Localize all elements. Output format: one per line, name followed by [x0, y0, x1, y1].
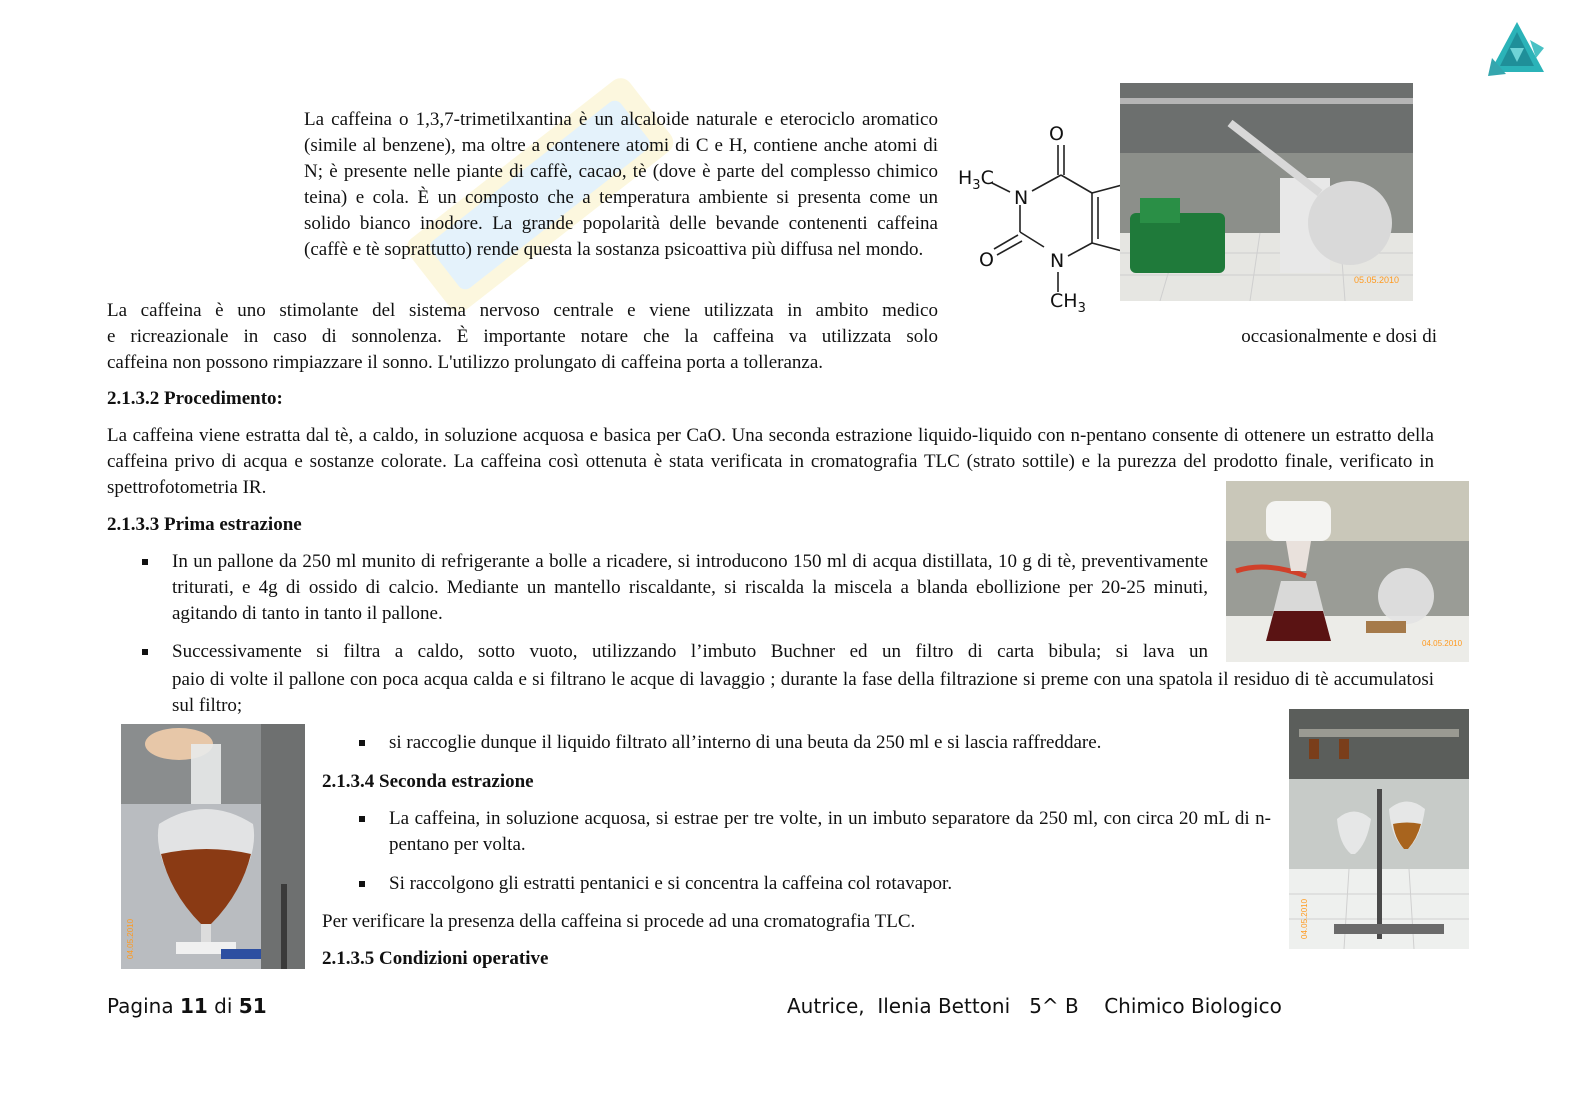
- separatory-funnel-photo: [121, 724, 305, 969]
- buchner-filtration-photo: [1226, 481, 1469, 662]
- page-current: 11: [179, 994, 208, 1018]
- page-total: 51: [238, 994, 267, 1018]
- rotavapor-photo: [1120, 83, 1413, 301]
- prima-item-2-line1: Successivamente si filtra a caldo, sotto vuoto, utilizzando l’imbuto Buchner ed un filtro di carta bibula; si lava un: [140, 639, 1208, 665]
- heading-prima-estrazione: 2.1.3.3 Prima estrazione: [107, 514, 302, 535]
- molecule-n3: N: [1050, 250, 1065, 272]
- heading-procedimento: 2.1.3.2 Procedimento:: [107, 388, 283, 409]
- intro-p2-line2: e ricreazionale in caso di sonnolenza. È importante notare che la caffeina va utilizzata solo: [107, 326, 938, 347]
- prima-item-2-rest: paio di volte il pallone con poca acqua calda e si filtrano le acque di lavaggio ; durante la fase della filtrazione si preme con una spatola il residuo di tè accumulatosi sul filtro;: [172, 669, 1434, 716]
- seconda-item-1: La caffeina, in soluzione acquosa, si estrae per tre volte, in un imbuto separatore da 250 ml, con circa 20 mL di n-pentano per volta.: [357, 806, 1271, 858]
- molecule-h3c: [958, 165, 994, 199]
- molecule-n1: N: [1014, 187, 1029, 209]
- prima-list-2: [140, 639, 1208, 665]
- prima-list-3: [357, 730, 1257, 756]
- intro-paragraph: La caffeina o 1,3,7-trimetilxantina è un alcaloide naturale e eterociclo aromatico (simile al benzene), ma oltre a contenere atomi di C e H, contiene anche atomi di N; è presente nelle piante di caffè, cacao, tè (dove è parte del complesso chimico teina) e cola. È un composto che a temperatura ambiente si presenta come un solido bianco inodore. La grande popolarità delle bevande contenenti caffeina (caffè e tè soprattutto) rende questa la sostanza psicoattiva più diffusa nel mondo.: [304, 109, 938, 260]
- intro-p2-line1: La caffeina è uno stimolante del sistema nervoso centrale e viene utilizzata in ambito medico: [107, 300, 938, 321]
- author-line: Autrice, Ilenia Bettoni 5^ B Chimico Biologico: [787, 994, 1282, 1018]
- page-number: [107, 993, 267, 1019]
- molecule-h3c-c: C: [980, 167, 994, 189]
- prima-item-3: si raccoglie dunque il liquido filtrato all’interno di una beuta da 250 ml e si lascia raffreddare.: [357, 730, 1257, 756]
- page-prefix: Pagina: [107, 994, 180, 1018]
- molecule-o-top: O: [1049, 123, 1064, 145]
- procedimento-text: La caffeina viene estratta dal tè, a caldo, in soluzione acquosa e basica per CaO. Una seconda estrazione liquido-liquido con n-pentano consente di ottenere un estratto della caffeina privo di acqua e sostanze colorate. La caffeina così ottenuta è stata verificata in cromatografia TLC (strato sottile) e la purezza del prodotto finale, verificato in spettrofotometria IR.: [107, 425, 1434, 498]
- seconda-list-2: [357, 871, 1271, 897]
- separator-date: 04.05.2010: [1300, 898, 1309, 939]
- molecule-ch3-sub: 3: [1077, 300, 1086, 316]
- prima-list: [140, 549, 1208, 627]
- rotavapor-date: 05.05.2010: [1354, 275, 1400, 285]
- intro-p2-line3: caffeina non possono rimpiazzare il sonno. L'utilizzo prolungato di caffeina porta a tolleranza.: [107, 352, 824, 373]
- separatory-apparatus-photo: [1289, 709, 1469, 949]
- molecule-o-left: O: [979, 249, 994, 271]
- heading-seconda-estrazione: 2.1.3.4 Seconda estrazione: [322, 771, 534, 792]
- intro-p2-line2b: occasionalmente e dosi di: [1241, 326, 1437, 347]
- buchner-date: 04.05.2010: [1422, 639, 1463, 648]
- seconda-item-2: Si raccolgono gli estratti pentanici e si concentra la caffeina col rotavapor.: [357, 871, 1271, 897]
- page-mid: di: [207, 994, 239, 1018]
- heading-condizioni-operative: 2.1.3.5 Condizioni operative: [322, 948, 549, 969]
- prima-item-1: In un pallone da 250 ml munito di refrigerante a bolle a ricadere, si introducono 150 ml di acqua distillata, 10 g di tè, preventivamente triturati, e 4g di ossido di calcio. Mediante un mantello riscaldante, si riscalda la miscela a blanda ebollizione per 20-25 minuti, agitando di tanto in tanto il pallone.: [140, 549, 1208, 627]
- molecule-ch3-ch: CH: [1050, 290, 1078, 312]
- molecule-h3c-sub: 3: [972, 177, 981, 193]
- tlc-note: Per verificare la presenza della caffeina si procede ad una cromatografia TLC.: [322, 911, 916, 932]
- molecule-ch3: [1050, 288, 1086, 322]
- logo-icon: [1486, 18, 1548, 80]
- funnel-date: 04.05.2010: [126, 918, 135, 959]
- molecule-h3c-h: H: [958, 167, 973, 189]
- seconda-list: [357, 806, 1271, 858]
- caffeine-structure: [952, 115, 1122, 320]
